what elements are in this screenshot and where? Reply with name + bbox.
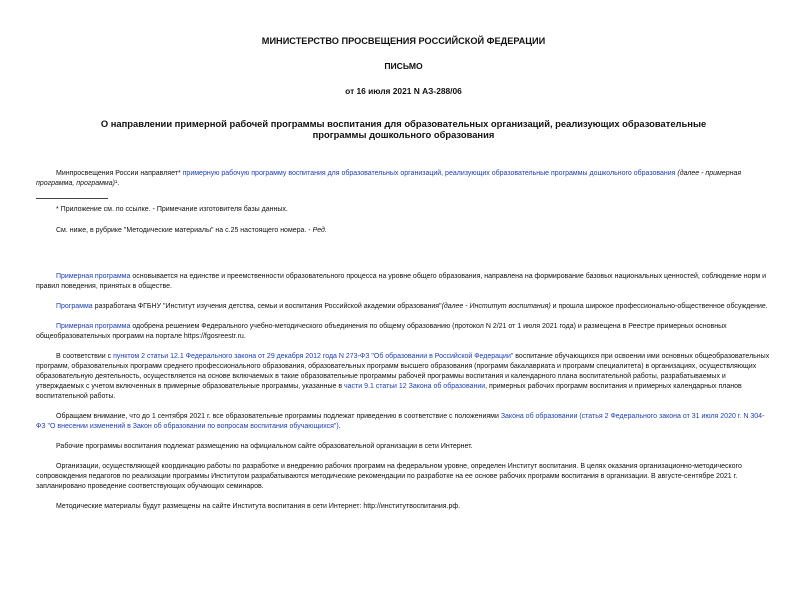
paragraph-coordination: Организации, осуществляющей координацию работы по разработке и внедрению рабочих программ на федеральном уровне, определен Институт воспитания. В целях оказания организационно-методического сопровождения педагогов по реализации программы Институтом разрабатываются методические рекомендации по разработке на ее основе рабочих программ воспитания в организации. В августе-сентябре 2021 г. запланировано проведение соответствующих обучающих семинаров.	[36, 463, 742, 490]
developer-text-end: и прошла широкое профессионально-общественное обсуждение.	[550, 303, 768, 310]
date-number-heading: от 16 июля 2021 N АЗ-288/06	[345, 86, 462, 96]
paragraph-publication: Рабочие программы воспитания подлежат размещению на официальном сайте образовательной организации в сети Интернет.	[56, 443, 473, 450]
footnote-2	[36, 226, 771, 236]
education-law-link[interactable]: Закона об образовании (статья 2 Федерального закона от 31 июля 2020 г. N 304-ФЗ "О внесении изменений в Закон об образовании по вопросам воспитания обучающихся")	[36, 413, 765, 430]
paragraph-attention	[36, 412, 771, 432]
developer-italic: (далее - Институт воспитания)	[441, 303, 551, 310]
paragraph-developer	[36, 302, 771, 312]
attention-end: .	[338, 423, 341, 430]
paragraph-law	[36, 352, 771, 402]
footnote-2-editor: Ред.	[312, 227, 327, 234]
basis-text: основывается на единстве и преемственности образовательного процесса на уровне общего образования, направлена на формирование базовых национальных ценностей, соблюдение норм и правил поведения, принятых в обществе.	[36, 273, 767, 290]
doc-type-heading: ПИСЬМО	[384, 61, 423, 71]
footnote-separator	[36, 198, 108, 199]
intro-italic: (далее - примерная программа, программа)	[36, 170, 742, 187]
document-subject: О направлении примерной рабочей программы воспитания для образовательных организаций, реализующих образовательные программы дошкольного образования	[100, 118, 707, 140]
intro-footnote-mark: ¹.	[114, 180, 120, 187]
footnote-2-text: См. ниже, в рубрике "Методические материалы" на с.25 настоящего номера. -	[56, 227, 313, 234]
program-link-2[interactable]: Программа	[56, 303, 93, 310]
law-part-link[interactable]: части 9.1 статьи 12 Закона об образовании	[344, 383, 486, 390]
law-article-link[interactable]: пунктом 2 статьи 12.1 Федерального закона от 29 декабря 2012 года N 273-ФЗ "Об образовании в Российской Федерации"	[113, 353, 514, 360]
program-link[interactable]: примерную рабочую программу воспитания для образовательных организаций, реализующих образовательные программы дошкольного образования	[182, 170, 676, 177]
developer-text: разработана ФГБНУ "Институт изучения детства, семьи и воспитания Российской академии образования"	[92, 303, 442, 310]
law-text-a: В соответствии с	[56, 353, 114, 360]
sample-program-link-2[interactable]: Примерная программа	[56, 323, 131, 330]
intro-text: Минпросвещения России направляет*	[56, 170, 181, 177]
law-text-b: воспитание обучающихся при освоении ими основных общеобразовательных программ, образовательных программ среднего профессионального образования, образовательных программ высшего образования (программ бакалавриата и программ специалитета) в организациях, осуществляющих образовательную деятельность, осуществляется на основе включаемых в такие образовательные программы рабочей программы воспитания и календарного плана воспитательной работы, разрабатываемых и утверждаемых с учетом включенных в примерные образовательные программы, указанные в	[36, 353, 770, 390]
paragraph-materials: Методические материалы будут размещены на сайте Института воспитания в сети Интернет: http://институтвоспитания.рф.	[56, 503, 461, 510]
sample-program-link[interactable]: Примерная программа	[56, 273, 131, 280]
law-text-c: , примерных рабочих программ воспитания и примерных календарных планов воспитательной работы.	[36, 383, 742, 400]
paragraph-basis	[36, 272, 771, 292]
attention-text: Обращаем внимание, что до 1 сентября 2021 г. все образовательные программы подлежат приведению в соответствие с положениями	[56, 413, 501, 420]
paragraph-approval	[36, 322, 771, 342]
ministry-heading: МИНИСТЕРСТВО ПРОСВЕЩЕНИЯ РОССИЙСКОЙ ФЕДЕРАЦИИ	[261, 36, 546, 46]
paragraph-intro	[36, 169, 771, 189]
document-page	[0, 36, 807, 607]
footnote-1: * Приложение см. по ссылке. - Примечание изготовителя базы данных.	[56, 206, 288, 213]
approval-text: одобрена решением Федерального учебно-методического объединения по общему образованию (протокол N 2/21 от 1 июля 2021 года) и размещена в Реестре примерных основных общеобразовательных программ на портале https://fgosreestr.ru.	[36, 323, 727, 340]
